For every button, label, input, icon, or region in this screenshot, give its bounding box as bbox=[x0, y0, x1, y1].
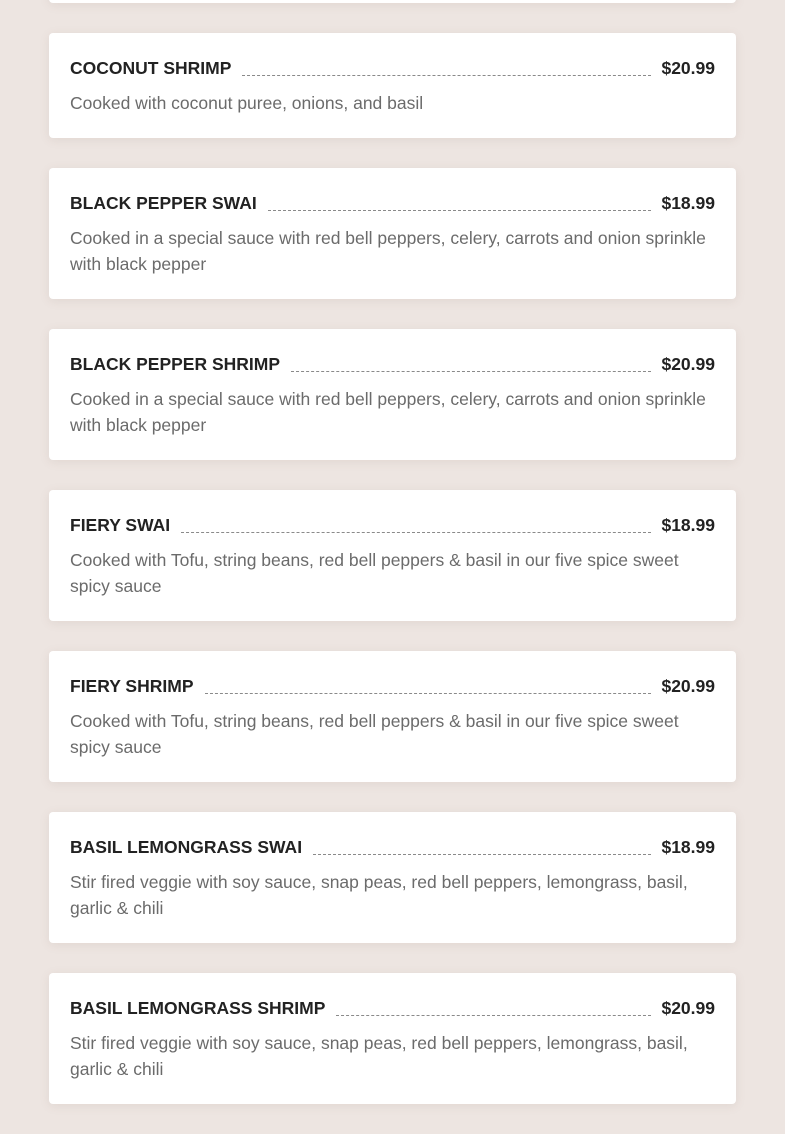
menu-item-card[interactable] bbox=[49, 651, 736, 782]
dotted-leader bbox=[268, 209, 652, 211]
menu-item-header bbox=[70, 329, 715, 375]
menu-item-header bbox=[70, 812, 715, 858]
menu-item-description: Stir fired veggie with soy sauce, snap peas, red bell peppers, lemongrass, basil, garlic & chili bbox=[70, 872, 688, 918]
menu-item-price: $18.99 bbox=[661, 193, 715, 213]
menu-item-card[interactable] bbox=[49, 973, 736, 1104]
dotted-leader bbox=[205, 692, 652, 694]
menu-item-name: BLACK PEPPER SHRIMP bbox=[70, 354, 281, 374]
menu-item-header bbox=[70, 651, 715, 697]
menu-item-price: $20.99 bbox=[661, 998, 715, 1018]
menu-item-description: Cooked with Tofu, string beans, red bell peppers & basil in our five spice sweet spicy sauce bbox=[70, 711, 679, 757]
menu-item-card[interactable] bbox=[49, 490, 736, 621]
menu-item-price: $18.99 bbox=[661, 837, 715, 857]
menu-item-header bbox=[70, 168, 715, 214]
menu-item-name: BASIL LEMONGRASS SWAI bbox=[70, 837, 303, 857]
menu-item-name: COCONUT SHRIMP bbox=[70, 58, 232, 78]
menu-item-card[interactable] bbox=[49, 33, 736, 138]
menu-item-price: $20.99 bbox=[661, 58, 715, 78]
menu-card-partial bbox=[49, 0, 736, 3]
menu-item-description: Cooked with Tofu, string beans, red bell peppers & basil in our five spice sweet spicy sauce bbox=[70, 550, 679, 596]
menu-item-price: $18.99 bbox=[661, 515, 715, 535]
dotted-leader bbox=[313, 853, 651, 855]
menu-item-description: Cooked with coconut puree, onions, and basil bbox=[70, 93, 424, 113]
menu-item-header bbox=[70, 973, 715, 1019]
dotted-leader bbox=[242, 74, 651, 76]
menu-item-name: FIERY SWAI bbox=[70, 515, 171, 535]
menu-item-header bbox=[70, 33, 715, 79]
menu-item-price: $20.99 bbox=[661, 354, 715, 374]
menu-item-card[interactable] bbox=[49, 812, 736, 943]
menu-item-description: Cooked in a special sauce with red bell peppers, celery, carrots and onion sprinkle with black pepper bbox=[70, 389, 706, 435]
dotted-leader bbox=[291, 370, 651, 372]
dotted-leader bbox=[336, 1014, 651, 1016]
menu-item-name: FIERY SHRIMP bbox=[70, 676, 194, 696]
menu-item-name: BLACK PEPPER SWAI bbox=[70, 193, 257, 213]
menu-list bbox=[49, 0, 736, 1134]
menu-item-card[interactable] bbox=[49, 329, 736, 460]
menu-item-description: Cooked in a special sauce with red bell peppers, celery, carrots and onion sprinkle with black pepper bbox=[70, 228, 706, 274]
menu-item-card[interactable] bbox=[49, 168, 736, 299]
menu-item-name: BASIL LEMONGRASS SHRIMP bbox=[70, 998, 326, 1018]
menu-item-description: Stir fired veggie with soy sauce, snap peas, red bell peppers, lemongrass, basil, garlic & chili bbox=[70, 1033, 688, 1079]
dotted-leader bbox=[181, 531, 651, 533]
menu-item-price: $20.99 bbox=[661, 676, 715, 696]
menu-item-header bbox=[70, 490, 715, 536]
